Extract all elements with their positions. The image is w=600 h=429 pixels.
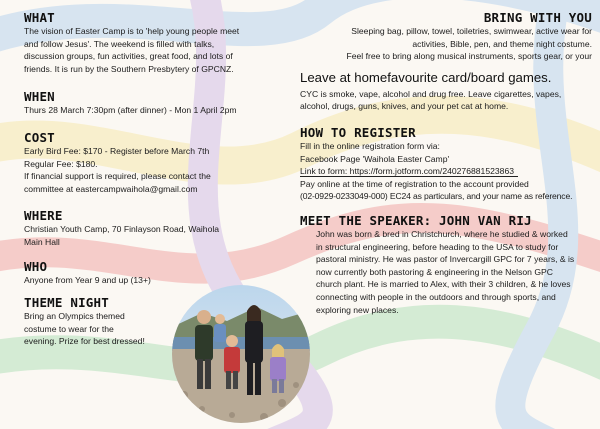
speaker-line-4: now currently both pastoring & engineering in the Nelson GPC [316, 266, 553, 277]
what-line-1: The vision of Easter Camp is to 'help young people meet [24, 26, 240, 36]
speaker-section [300, 213, 592, 316]
registration-form-link[interactable]: Link to form: https://form.jotform.com/240276881523863 [300, 166, 515, 177]
register-section [300, 125, 592, 203]
what-line-3: discussion groups, fun activities, great food, and lots of [24, 51, 233, 62]
where-section [24, 208, 286, 248]
cost-regular: Regular Fee: $180. [24, 158, 98, 169]
speaker-line-5: church plant. He is married to Alex, with their 3 children, & he loves [316, 279, 571, 290]
speaker-heading: MEET THE SPEAKER: JOHN VAN RIJ [300, 212, 532, 228]
what-section [24, 10, 286, 75]
right-column [300, 10, 592, 316]
register-line-1: Fill in the online registration form via: [300, 140, 440, 151]
what-heading: WHAT [24, 10, 55, 25]
cyc-line-2: alcohol, drugs, guns, knives, and your pet cat at home. [300, 101, 509, 112]
register-payment-line-1: Pay online at the time of registration to the account provided [300, 178, 529, 189]
register-payment-line-2: (02-0929-0233049-000) EC24 as particulars, and your name as reference. [300, 191, 573, 202]
where-line-1: Christian Youth Camp, 70 Finlayson Road, Waihola [24, 224, 220, 235]
what-line-2: and follow Jesus'. The weekend is filled with talks, [24, 38, 215, 49]
bring-heading: BRING WITH YOU [483, 10, 592, 25]
cost-support-line-2: committee at eastercampwaihola@gmail.com [24, 183, 198, 194]
theme-line-2: costume to wear for the [24, 323, 114, 334]
speaker-line-2: in structural engineering, before heading to the USA to study for [316, 241, 559, 252]
what-line-4: friends. It is run by the Southern Presbytery of GPCNZ. [24, 63, 234, 74]
speaker-family-photo [172, 285, 310, 423]
who-heading: WHO [24, 258, 48, 274]
where-heading: WHERE [24, 208, 63, 224]
speaker-line-1: John was born & bred in Christchurch, where he studied & worked [316, 228, 568, 239]
theme-line-1: Bring an Olympics themed [24, 311, 125, 322]
when-heading: WHEN [24, 89, 55, 105]
register-heading: HOW TO REGISTER [300, 124, 416, 140]
theme-heading: THEME NIGHT [24, 295, 109, 311]
cyc-line-1: CYC is smoke, vape, alcohol and drug free. Leave cigarettes, vapes, [300, 88, 562, 99]
speaker-line-3: pastoral ministry. He was pastor of Invercargill GPC for 7 years, & is [316, 254, 575, 265]
leave-at-home-line: Leave at homefavourite card/board games. [300, 69, 552, 85]
who-section [24, 259, 286, 287]
speaker-line-6: connecting with people in the outdoors and through sports, and [316, 291, 556, 302]
bring-line-2: activities, Bible, pen, and theme night costume. [412, 38, 592, 49]
cost-early-bird: Early Bird Fee: $170 - Register before March 7th [24, 145, 210, 156]
speaker-line-7: exploring new places. [316, 304, 399, 315]
register-facebook: Facebook Page 'Waihola Easter Camp' [300, 153, 450, 164]
when-section [24, 89, 286, 117]
bring-line-3: Feel free to bring along musical instruments, sports gear, or your [346, 51, 592, 62]
theme-line-3: evening. Prize for best dressed! [24, 336, 145, 347]
bring-line-1: Sleeping bag, pillow, towel, toiletries, swimwear, active wear for [351, 26, 592, 36]
cost-heading: COST [24, 129, 55, 145]
when-text: Thurs 28 March 7:30pm (after dinner) - Mon 1 April 2pm [24, 105, 237, 116]
where-line-2: Main Hall [24, 236, 60, 247]
who-text: Anyone from Year 9 and up (13+) [24, 274, 151, 285]
cost-section [24, 130, 286, 195]
bring-section [300, 10, 592, 63]
cost-support-line-1: If financial support is required, please contact the [24, 171, 211, 182]
